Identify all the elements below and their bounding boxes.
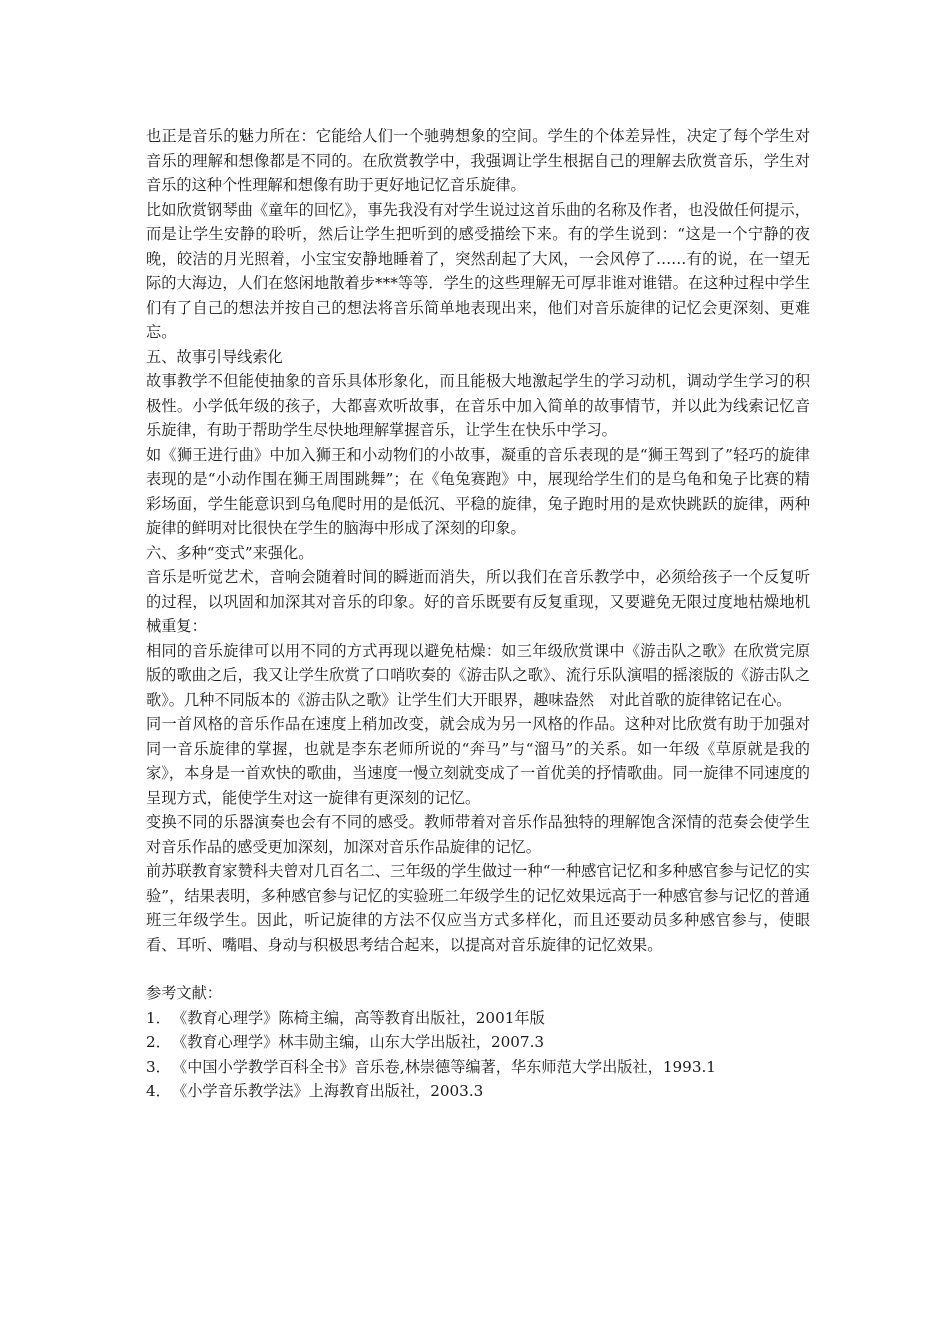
paragraph: 相同的音乐旋律可以用不同的方式再现以避免枯燥：如三年级欣赏课中《游击队之歌》在欣赏完原版的歌曲之后，我又让学生欣赏了口哨吹奏的《游击队之歌》、流行乐队演唱的摇滚版的《游击队之歌》。几种不同版本的《游击队之歌》让学生们大开眼界，趣味盎然 对此首歌的旋律铭记在心。	[146, 641, 810, 709]
reference-item	[146, 1079, 810, 1104]
paragraph: 比如欣赏钢琴曲《童年的回忆》，事先我没有对学生说过这首乐曲的名称及作者，也没做任何提示，而是让学生安静的聆听，然后让学生把听到的感受描绘下来。有的学生说到：“这是一个宁静的夜晚，皎洁的月光照着，小宝宝安静地睡着了，突然刮起了大风，一会风停了……有的说，在一望无际的大海边，人们在悠闲地散着步***等等．学生的这些理解无可厚非谁对谁错。在这种过程中学生们有了自己的想法并按自己的想法将音乐简单地表现出来，他们对音乐旋律的记忆会更深刻、更难忘。	[146, 200, 810, 341]
references-title: 参考文献：	[146, 984, 222, 1002]
reference-number: 1．	[146, 1008, 171, 1027]
reference-item	[146, 1055, 810, 1080]
document-body	[146, 124, 810, 1104]
reference-text: 《教育心理学》陈椅主编，高等教育出版社，2001年版	[172, 1008, 545, 1027]
paragraph: 同一首风格的音乐作品在速度上稍加改变，就会成为另一风格的作品。这种对比欣赏有助于加强对同一音乐旋律的掌握，也就是李东老师所说的“奔马”与“溜马”的关系。如一年级《草原就是我的家》，本身是一首欢快的歌曲，当速度一慢立刻就变成了一首优美的抒情歌曲。同一旋律不同速度的呈现方式，能使学生对这一旋律有更深刻的记忆。	[146, 715, 810, 807]
section-heading: 五、故事引导线索化	[146, 347, 283, 366]
paragraph: 如《狮王进行曲》中加入狮王和小动物们的小故事，凝重的音乐表现的是“狮王驾到了”轻巧的旋律表现的是“小动作围在狮王周围跳舞”；在《龟兔赛跑》中，展现给学生们的是乌龟和兔子比赛的精彩场面，学生能意识到乌龟爬时用的是低沉、平稳的旋律，兔子跑时用的是欢快跳跃的旋律，两种旋律的鲜明对比很快在学生的脑海中形成了深刻的印象。	[146, 445, 810, 537]
paragraph: 也正是音乐的魅力所在：它能给人们一个驰骋想象的空间。学生的个体差异性，决定了每个学生对音乐的理解和想像都是不同的。在欣赏教学中，我强调让学生根据自己的理解去欣赏音乐，学生对音乐的这种个性理解和想像有助于更好地记忆音乐旋律。	[146, 127, 810, 194]
references-list	[146, 1006, 810, 1104]
paragraph: 变换不同的乐器演奏也会有不同的感受。教师带着对音乐作品独特的理解饱含深情的范奏会使学生对音乐作品的感受更加深刻，加深对音乐作品旋律的记忆。	[146, 813, 810, 856]
reference-text: 《小学音乐教学法》上海教育出版社，2003.3	[172, 1082, 484, 1100]
blank-line	[146, 957, 810, 981]
reference-item	[146, 1006, 810, 1031]
section-heading: 六、多种“变式”来强化。	[146, 543, 314, 562]
paragraph: 故事教学不但能使抽象的音乐具体形象化，而且能极大地激起学生的学习动机，调动学生学习的积极性。小学低年级的孩子，大都喜欢听故事，在音乐中加入简单的故事情节，并以此为线索记忆音乐旋律，有助于帮助学生尽快地理解掌握音乐，让学生在快乐中学习。	[146, 372, 810, 439]
reference-text: 《中国小学教学百科全书》音乐卷,林崇德等编著，华东师范大学出版社，1993.1	[172, 1057, 716, 1076]
reference-number: 4．	[146, 1082, 171, 1100]
reference-number: 3．	[146, 1057, 171, 1076]
reference-text: 《教育心理学》林丰勋主编，山东大学出版社，2007.3	[172, 1033, 545, 1051]
reference-number: 2．	[146, 1033, 171, 1051]
paragraph: 前苏联教育家赞科夫曾对几百名二、三年级的学生做过一种“一种感官记忆和多种感官参与记忆的实验”，结果表明，多种感官参与记忆的实验班二年级学生的记忆效果远高于一种感官参与记忆的普通班三年级学生。因此，听记旋律的方法不仅应当方式多样化，而且还要动员多种感官参与，使眼看、耳听、嘴唱、身动与积极思考结合起来，以提高对音乐旋律的记忆效果。	[146, 862, 810, 954]
paragraph: 音乐是听觉艺术，音响会随着时间的瞬逝而消失，所以我们在音乐教学中，必须给孩子一个反复听的过程，以巩固和加深其对音乐的印象。好的音乐既要有反复重现，又要避免无限过度地枯燥地机械重复：	[146, 568, 810, 635]
reference-item	[146, 1030, 810, 1055]
